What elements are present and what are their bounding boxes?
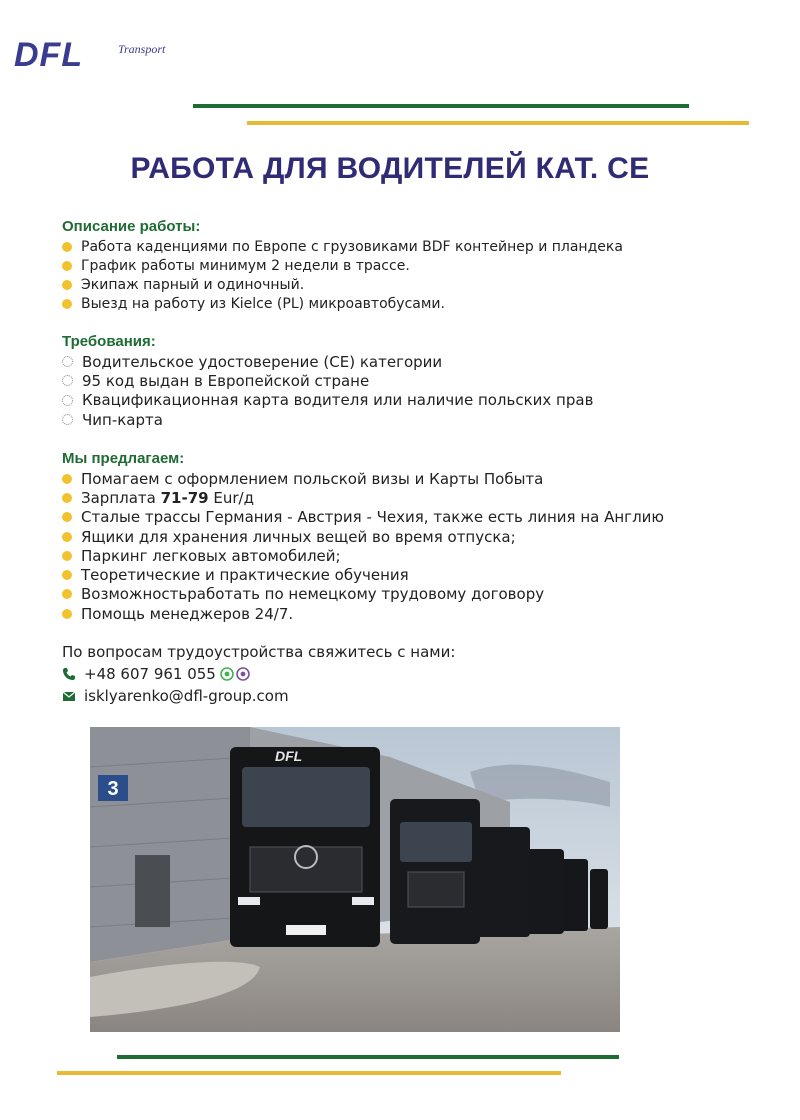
logo-subtext: Transport [118, 42, 166, 56]
bullet-icon [62, 551, 72, 561]
bullet-icon [62, 493, 72, 503]
bullet-icon [62, 589, 72, 599]
divider-yellow-top [247, 121, 749, 125]
email-link[interactable]: isklyarenko@dfl-group.com [84, 687, 289, 705]
list-item: Возможностьработать по немецкому трудовому договору [62, 585, 664, 604]
section-title: Мы предлагаем: [62, 450, 185, 467]
bullet-icon [62, 570, 72, 580]
bullet-icon [62, 280, 72, 290]
whatsapp-icon[interactable] [220, 667, 234, 681]
divider-yellow-bottom [57, 1071, 561, 1075]
contact-intro: По вопросам трудоустройства свяжитесь с нами: [62, 643, 456, 661]
list-item: Ящики для хранения личных вещей во время отпуска; [62, 527, 664, 546]
viber-icon[interactable] [236, 667, 250, 681]
section-title: Требования: [62, 333, 156, 350]
section-title: Описание работы: [62, 218, 201, 235]
list-item: Выезд на работу из Kielce (PL) микроавтобусами. [62, 294, 623, 313]
phone-icon [62, 667, 76, 681]
list-item: Теоретические и практические обучения [62, 565, 664, 584]
trucks-photo [90, 727, 620, 1032]
list-item: Помагаем с оформлением польской визы и Карты Побыта [62, 469, 664, 488]
list-item: Помощь менеджеров 24/7. [62, 604, 664, 623]
salary-value: 71-79 [160, 488, 209, 507]
bullet-icon [62, 242, 72, 252]
contact-block [62, 641, 455, 707]
list-item: Экипаж парный и одиночный. [62, 275, 623, 294]
requirements-section [62, 333, 593, 429]
salary-item: Зарплата 71-79 Eur/д [62, 488, 664, 507]
door-number: 3 [107, 778, 119, 800]
list-item: 95 код выдан в Европейской стране [62, 371, 593, 390]
phone-number[interactable]: +48 607 961 055 [84, 665, 216, 683]
list-item: Водительское удостоверение (CE) категории [62, 352, 593, 371]
company-logo [14, 38, 194, 78]
divider-green-bottom [117, 1055, 619, 1059]
logo-text: DFL [14, 36, 84, 74]
page-title: РАБОТА ДЛЯ ВОДИТЕЛЕЙ КАТ. CE [130, 152, 650, 185]
phone-row [62, 663, 455, 685]
list-item: Чип-карта [62, 410, 593, 429]
bullet-icon [62, 414, 73, 425]
list-item: Сталые трассы Германия - Австрия - Чехия, также есть линия на Англию [62, 508, 664, 527]
bullet-icon [62, 609, 72, 619]
mail-icon [62, 689, 76, 703]
list-item: Квацификационная карта водителя или наличие польских прав [62, 391, 593, 410]
list-item: Паркинг легковых автомобилей; [62, 546, 664, 565]
bullet-icon [62, 299, 72, 309]
job-description-section [62, 218, 623, 313]
bullet-icon [62, 532, 72, 542]
bullet-icon [62, 375, 73, 386]
bullet-icon [62, 512, 72, 522]
truck-logo-text: DFL [275, 748, 303, 764]
bullet-icon [62, 261, 72, 271]
offer-section [62, 450, 664, 623]
list-item: График работы минимум 2 недели в трассе. [62, 256, 623, 275]
divider-green-top [193, 104, 689, 108]
bullet-icon [62, 395, 73, 406]
list-item: Работа каденциями по Европе с грузовиками BDF контейнер и пландека [62, 237, 623, 256]
bullet-icon [62, 356, 73, 367]
bullet-icon [62, 474, 72, 484]
email-row [62, 685, 455, 707]
